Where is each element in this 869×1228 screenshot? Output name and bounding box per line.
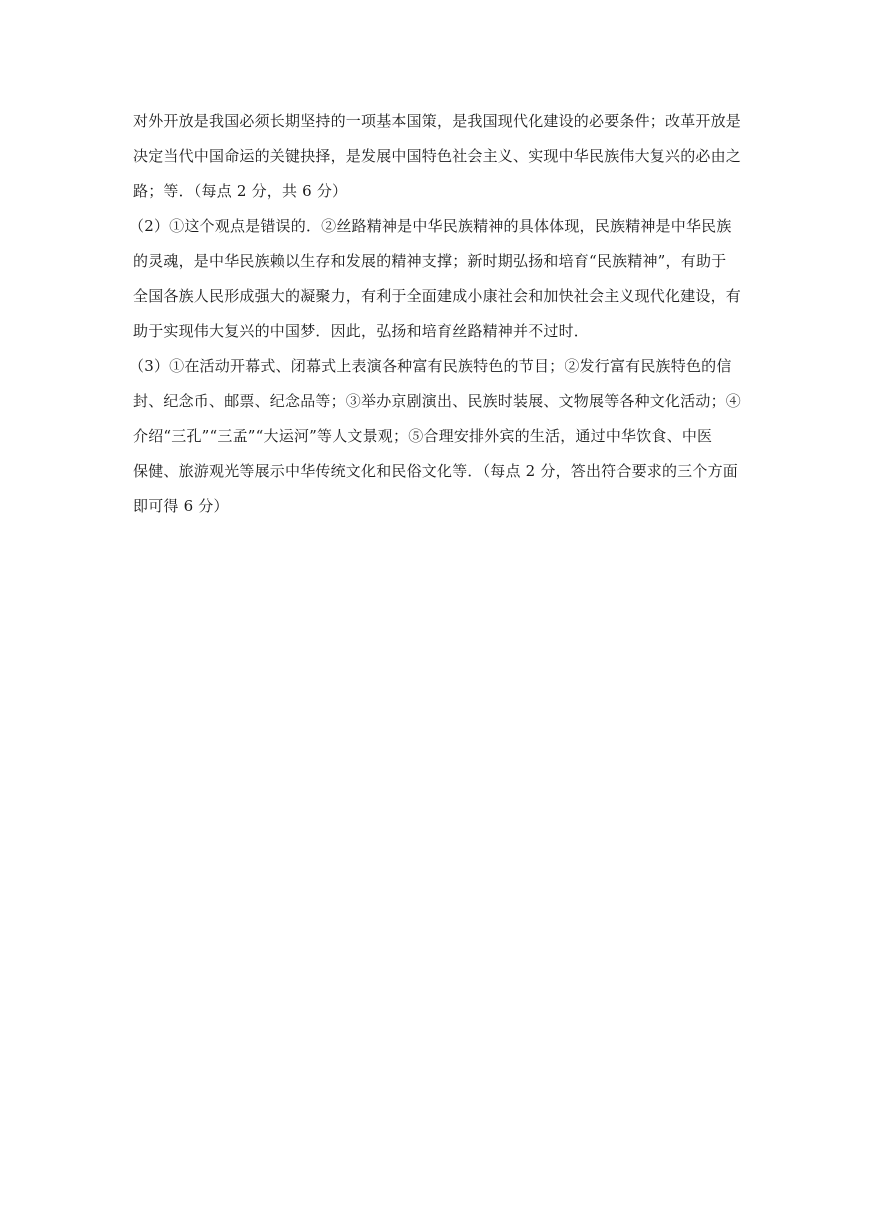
text-line: 决定当代中国命运的关键抉择，是发展中国特色社会主义、实现中华民族伟大复兴的必由之 (133, 147, 742, 165)
text-line: 封、纪念币、邮票、纪念品等；③举办京剧演出、民族时装展、文物展等各种文化活动；④ (133, 392, 742, 410)
text-line: 介绍“三孔”“三孟”“大运河”等人文景观；⑤合理安排外宾的生活，通过中华饮食、中医 (133, 427, 713, 445)
text-line: 即可得 6 分） (133, 497, 229, 515)
answer-text-block (129, 109, 743, 529)
text-line: 路；等．（每点 2 分，共 6 分） (133, 182, 348, 200)
text-line: 保健、旅游观光等展示中华传统文化和民俗文化等．（每点 2 分，答出符合要求的三个方面 (133, 462, 738, 480)
text-line: 的灵魂，是中华民族赖以生存和发展的精神支撑；新时期弘扬和培育“民族精神”，有助于 (133, 252, 727, 270)
text-line: 全国各族人民形成强大的凝聚力，有利于全面建成小康社会和加快社会主义现代化建设，有 (133, 287, 742, 305)
text-line: 助于实现伟大复兴的中国梦．因此，弘扬和培育丝路精神并不过时． (133, 322, 590, 340)
text-line: 对外开放是我国必须长期坚持的一项基本国策，是我国现代化建设的必要条件；改革开放是 (133, 112, 742, 130)
text-line-part-2: （2）①这个观点是错误的．②丝路精神是中华民族精神的具体体现，民族精神是中华民族 (129, 217, 732, 235)
text-line-part-3: （3）①在活动开幕式、闭幕式上表演各种富有民族特色的节目；②发行富有民族特色的信 (129, 357, 732, 375)
